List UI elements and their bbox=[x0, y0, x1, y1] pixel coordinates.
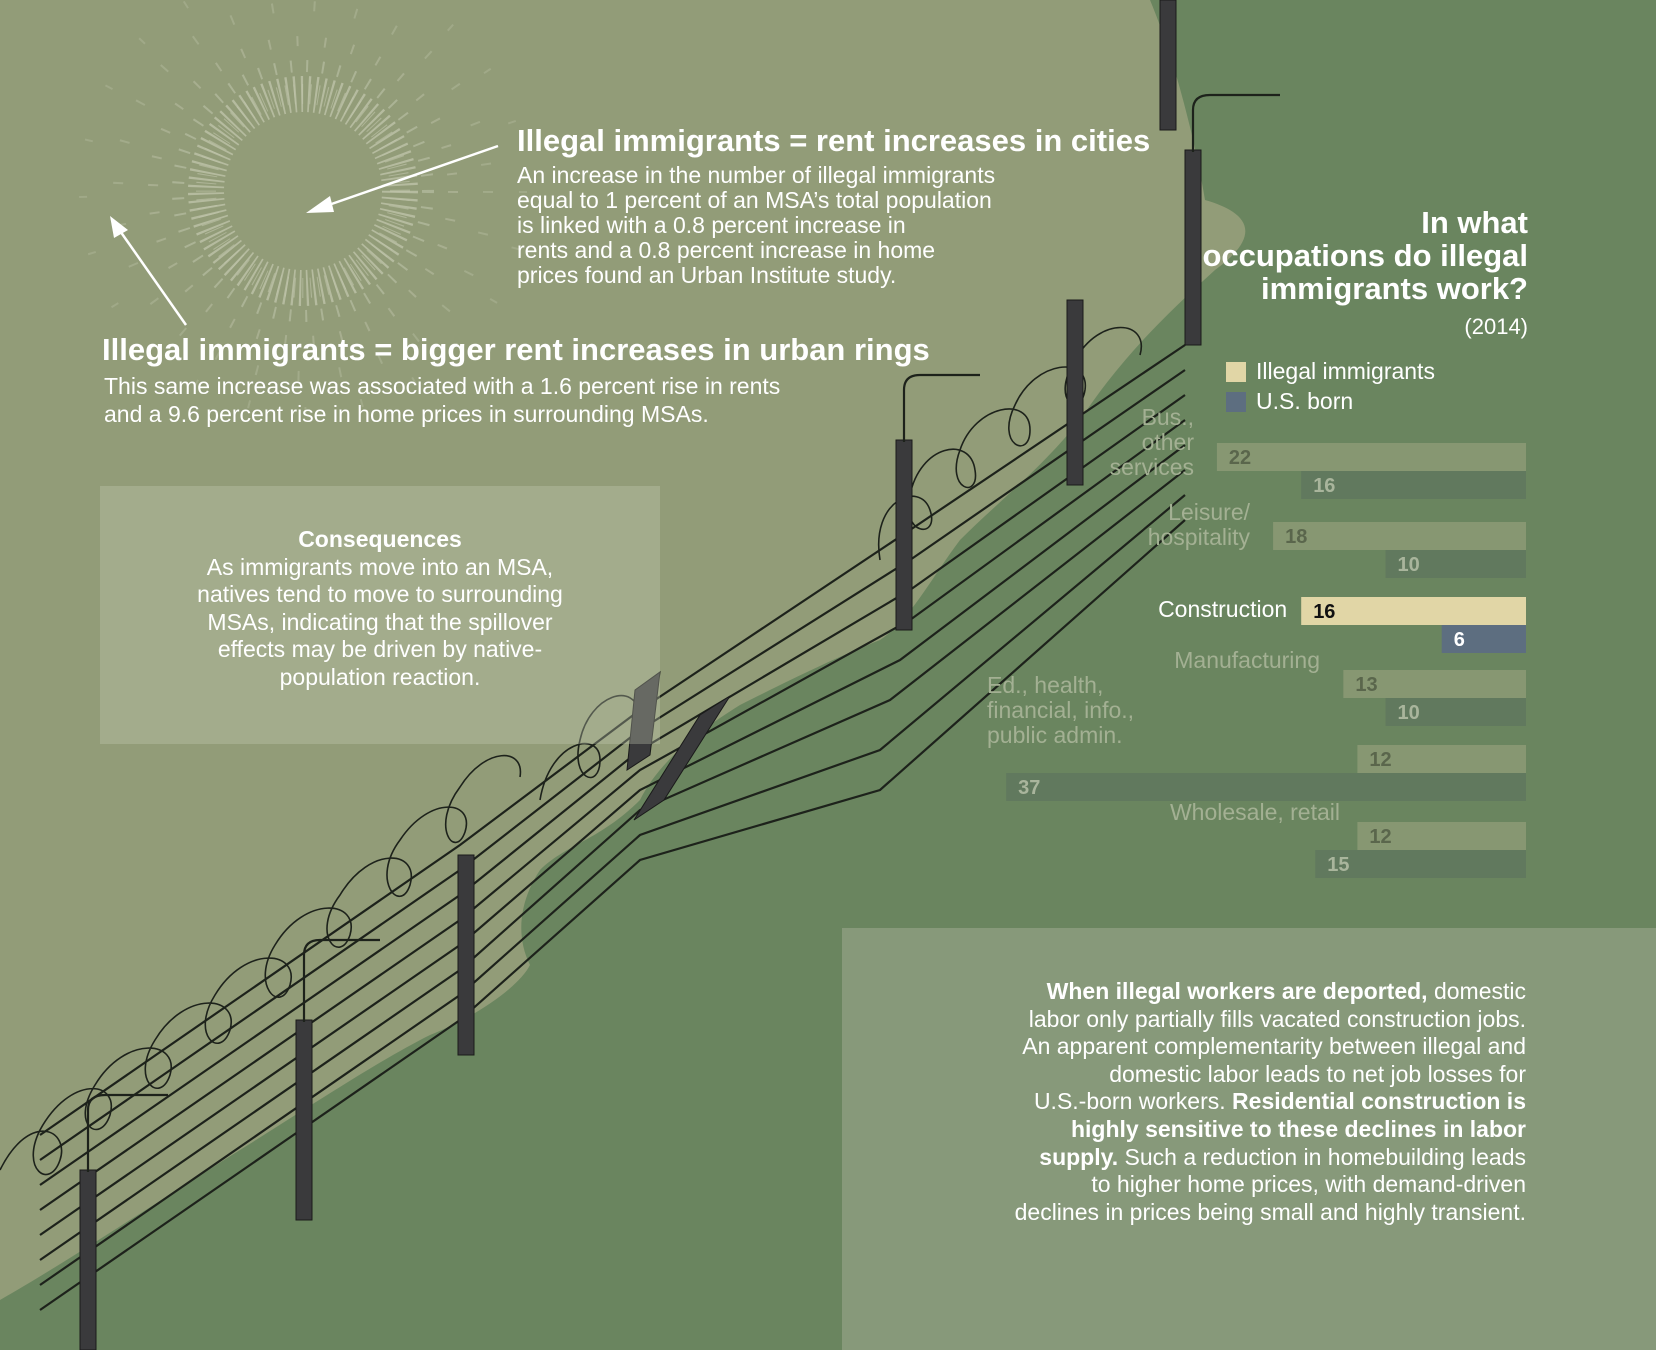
rings-line: and a 9.6 percent rise in home prices in surrounding MSAs. bbox=[104, 401, 709, 427]
cities-line: An increase in the number of illegal immigrants bbox=[517, 162, 996, 188]
bar-us-born bbox=[1006, 773, 1526, 801]
deported-line: declines in prices being small and highly transient. bbox=[1014, 1198, 1526, 1225]
category-label: Ed., health, bbox=[987, 672, 1104, 698]
category-label: other bbox=[1141, 429, 1194, 455]
bar-value-us-born: 10 bbox=[1397, 554, 1420, 576]
consequences-line: As immigrants move into an MSA, bbox=[206, 553, 554, 580]
bar-value-illegal: 16 bbox=[1313, 601, 1336, 623]
deported-line: to higher home prices, with demand-driven bbox=[1091, 1171, 1526, 1198]
category-label: Construction bbox=[1158, 596, 1288, 622]
bar-value-us-born: 16 bbox=[1313, 475, 1336, 497]
category-label: Wholesale, retail bbox=[1169, 799, 1340, 825]
legend-label-us-born: U.S. born bbox=[1256, 388, 1354, 414]
deported-normal: domestic bbox=[1427, 978, 1526, 1004]
deported-line: labor only partially fills vacated construction jobs. bbox=[1028, 1005, 1526, 1032]
rings-line: This same increase was associated with a 1.6 percent rise in rents bbox=[104, 373, 781, 399]
category-label: services bbox=[1109, 454, 1194, 480]
bar-illegal bbox=[1217, 443, 1526, 471]
consequences-line: natives tend to move to surrounding bbox=[197, 581, 563, 607]
deported-line: domestic labor leads to net job losses for bbox=[1109, 1060, 1526, 1087]
bar-value-us-born: 15 bbox=[1327, 854, 1350, 876]
chart-title-line: immigrants work? bbox=[1261, 271, 1528, 306]
cities-line: prices found an Urban Institute study. bbox=[517, 262, 897, 288]
cities-line: equal to 1 percent of an MSA’s total population bbox=[517, 187, 992, 213]
bar-value-illegal: 18 bbox=[1285, 526, 1308, 548]
chart-title-line: In what bbox=[1421, 205, 1528, 240]
category-label: Leisure/ bbox=[1168, 499, 1250, 525]
deported-normal: U.S.-born workers. bbox=[1033, 1088, 1233, 1115]
bar-value-us-born: 10 bbox=[1397, 702, 1420, 724]
chart-title-line: occupations do illegal bbox=[1202, 238, 1528, 273]
bar-value-us-born: 37 bbox=[1018, 777, 1041, 799]
category-label: public admin. bbox=[987, 722, 1123, 748]
bar-value-illegal: 13 bbox=[1355, 674, 1378, 696]
deported-bold: Residential construction is bbox=[1232, 1088, 1526, 1115]
deported-bold: When illegal workers are deported, bbox=[1046, 978, 1428, 1004]
consequences-line: population reaction. bbox=[279, 663, 481, 690]
category-label: financial, info., bbox=[987, 697, 1135, 723]
deported-normal: Such a reduction in homebuilding leads bbox=[1118, 1143, 1526, 1170]
cities-title: Illegal immigrants = rent increases in cities bbox=[517, 123, 1151, 158]
deported-line: An apparent complementarity between illegal and bbox=[1022, 1033, 1526, 1060]
bar-value-us-born: 6 bbox=[1453, 629, 1465, 651]
chart-subtitle: (2014) bbox=[1464, 314, 1528, 339]
rings-title: Illegal immigrants = bigger rent increases in urban rings bbox=[102, 332, 930, 367]
category-label: Bus., bbox=[1141, 404, 1194, 430]
consequences-line: MSAs, indicating that the spillover bbox=[207, 608, 553, 635]
bar-illegal bbox=[1273, 522, 1526, 550]
cities-line-text: is linked with a 0.8 percent increase in bbox=[517, 212, 906, 238]
deported-bold: highly sensitive to these declines in labor bbox=[1070, 1115, 1526, 1142]
bar-value-illegal: 12 bbox=[1369, 749, 1392, 771]
category-label: Manufacturing bbox=[1174, 647, 1320, 673]
bar-value-illegal: 22 bbox=[1228, 447, 1252, 469]
legend-label-illegal: Illegal immigrants bbox=[1256, 358, 1435, 384]
consequences-line: effects may be driven by native- bbox=[217, 636, 543, 662]
deported-bold: supply. bbox=[1039, 1143, 1119, 1170]
bar-value-illegal: 12 bbox=[1369, 826, 1392, 848]
consequences-title: Consequences bbox=[298, 526, 462, 552]
cities-line: rents and a 0.8 percent increase in home bbox=[517, 237, 936, 263]
category-label: hospitality bbox=[1147, 524, 1250, 550]
